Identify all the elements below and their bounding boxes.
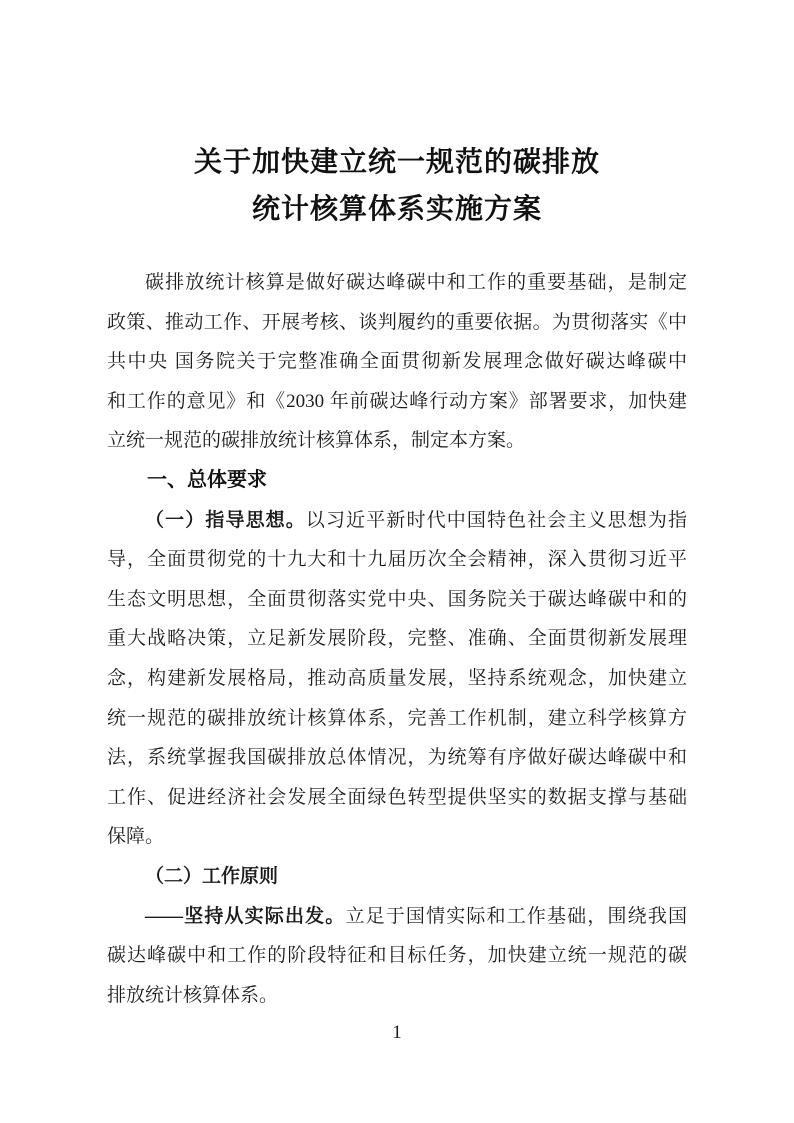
body-line: 保障。 <box>107 826 165 848</box>
body-line: 和工作的意见》和《2030 年前碳达峰行动方案》部署要求，加快建 <box>107 390 687 412</box>
body-line: 生态文明思想，全面贯彻落实党中央、国务院关于碳达峰碳中和的 <box>107 588 687 610</box>
body-line <box>107 897 687 937</box>
title-line-1: 关于加快建立统一规范的碳排放 <box>193 146 600 177</box>
body-line: 统一规范的碳排放统计核算体系，完善工作机制，建立科学核算方 <box>107 707 687 729</box>
body-line: 共中央 国务院关于完整准确全面贯彻新发展理念做好碳达峰碳中 <box>107 351 687 373</box>
body-line: 念，构建新发展格局，推动高质量发展，坚持系统观念，加快建立 <box>107 667 687 689</box>
body-line: 重大战略决策，立足新发展阶段，完整、准确、全面贯彻新发展理 <box>107 628 687 650</box>
page-content <box>107 0 687 1044</box>
body-line: 导，全面贯彻党的十九大和十九届历次全会精神，深入贯彻习近平 <box>107 549 687 571</box>
section-heading: 一、总体要求 <box>147 468 267 491</box>
body-line-text: 以习近平新时代中国特色社会主义思想为指 <box>305 509 687 531</box>
body-line: 排放统计核算体系。 <box>107 984 279 1006</box>
subsection-heading: （二）工作原则 <box>145 865 279 887</box>
document-body <box>107 263 687 1015</box>
body-line: 碳排放统计核算是做好碳达峰碳中和工作的重要基础，是制定 <box>145 272 687 293</box>
body-line: 立统一规范的碳排放统计核算体系，制定本方案。 <box>107 430 526 452</box>
page-number: 1 <box>392 1022 402 1044</box>
body-line: 法，系统掌握我国碳排放总体情况，为统筹有序做好碳达峰碳中和 <box>107 747 687 769</box>
run-in-heading: （一）指导思想。 <box>145 509 306 531</box>
body-line-text: 立足于国情实际和工作基础，围绕我国 <box>345 905 687 927</box>
body-line: 碳达峰碳中和工作的阶段特征和目标任务，加快建立统一规范的碳 <box>107 945 687 967</box>
document-title <box>107 138 687 232</box>
title-line-2: 统计核算体系实施方案 <box>251 193 542 224</box>
run-in-heading: ——坚持从实际出发。 <box>145 905 346 927</box>
body-line: 工作、促进经济社会发展全面绿色转型提供坚实的数据支撑与基础 <box>107 786 687 808</box>
body-line: 政策、推动工作、开展考核、谈判履约的重要依据。为贯彻落实《中 <box>107 311 687 333</box>
body-line <box>107 501 687 541</box>
